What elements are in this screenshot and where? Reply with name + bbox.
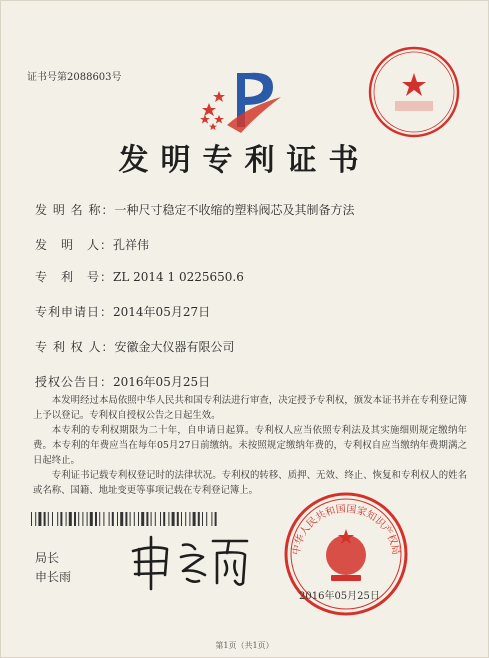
patent-number-label: 专 利 号： <box>35 270 114 284</box>
director-name: 申长雨 <box>35 570 72 584</box>
filing-date-row <box>35 303 210 320</box>
seal-text: 中华人民共和国国家知识产权局 <box>291 503 401 556</box>
issue-date: 2016年05月25日 <box>299 591 380 602</box>
filing-date-value: 2014年05月27日 <box>113 305 211 319</box>
agency-stamp <box>365 43 463 141</box>
paragraph-term: 本专利的专利权期限为二十年，自申请日起算。专利权人应当依照专利法及其实施细则规定缴纳年费。本专利的年费应当在每年05月27日前缴纳。未按照规定缴纳年费的，专利权自应当缴纳年费期满之日起终止。 <box>33 425 467 466</box>
grant-date-value: 2016年05月25日 <box>113 375 211 389</box>
inventor-value: 孔祥伟 <box>113 238 150 252</box>
logo-stars <box>200 91 225 130</box>
barcode <box>31 512 221 526</box>
inventor-label: 发 明 人： <box>35 238 114 252</box>
paragraph-grant: 本发明经过本局依照中华人民共和国专利法进行审查，决定授予专利权，颁发本证书并在专利登记簿上予以登记。专利权自授权公告之日起生效。 <box>33 395 467 421</box>
patent-number-value: ZL 2014 1 0225650.6 <box>113 270 244 284</box>
invention-name-value: 一种尺寸稳定不收缩的塑料阀芯及其制备方法 <box>114 203 355 217</box>
grant-date-row <box>35 373 210 390</box>
page-title: 发明专利证书 <box>118 143 371 178</box>
patentee-value: 安徽金大仪器有限公司 <box>114 340 235 354</box>
inventor-row <box>35 236 149 253</box>
certificate-body <box>33 393 467 498</box>
filing-date-label: 专利申请日： <box>35 305 114 319</box>
patent-number-row <box>35 268 244 285</box>
certificate-number: 证书号第2088603号 <box>27 72 122 83</box>
grant-date-label: 授权公告日： <box>35 375 114 389</box>
patent-office-logo <box>197 67 287 135</box>
invention-name-label: 发 明 名 称： <box>35 203 115 217</box>
director-title: 局长 <box>35 551 60 565</box>
director-signature <box>125 531 255 593</box>
paragraph-legal-status: 专利证书记载专利权登记时的法律状况。专利权的转移、质押、无效、终止、恢复和专利权人的姓名或名称、国籍、地址变更等事项记载在专利登记簿上。 <box>33 470 467 496</box>
patentee-row <box>35 338 234 355</box>
page-number: 第1页（共1页） <box>215 641 274 650</box>
patentee-label: 专 利 权 人： <box>35 340 115 354</box>
national-emblem <box>326 529 366 581</box>
invention-name-row <box>35 201 354 218</box>
